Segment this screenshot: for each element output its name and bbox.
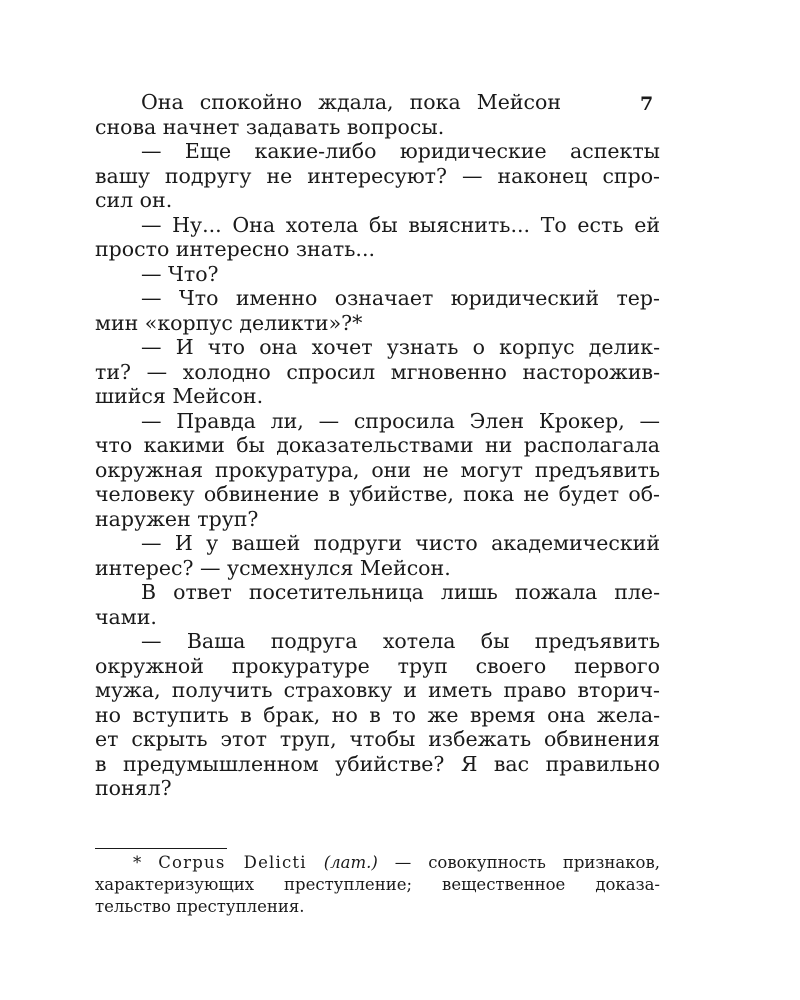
footnote-line: характеризующих преступление; вещественное доказа-	[95, 875, 660, 894]
text-line: что какими бы доказательствами ни располагала	[95, 433, 660, 457]
footnote-marker: *	[133, 853, 159, 872]
footnote-definition: — совокупность признаков,	[377, 853, 661, 872]
footnote-lang-note: (лат.)	[323, 853, 378, 872]
text-line: человеку обвинение в убийстве, пока не будет об-	[95, 482, 660, 506]
text-line: — Ваша подруга хотела бы предъявить	[141, 629, 660, 653]
text-line: В ответ посетительница лишь пожала пле-	[141, 580, 660, 604]
text-line: мин «корпус деликти»?*	[95, 310, 363, 335]
text-line: интерес? — усмехнулся Мейсон.	[95, 555, 451, 580]
text-line: окружной прокуратуре труп своего первого	[95, 653, 660, 678]
text-line: — Что именно означает юридический тер-	[141, 286, 660, 310]
text-line: вашу подругу не интересуют? — наконец спро-	[95, 163, 660, 188]
text-line: просто интересно знать...	[95, 237, 375, 261]
footnote-term: Corpus Delicti	[158, 853, 307, 872]
text-line: шийся Мейсон.	[95, 384, 264, 408]
text-line: мужа, получить страховку и иметь право вторич-	[95, 678, 660, 702]
text-line: ет скрыть этот труп, чтобы избежать обвинения	[95, 727, 660, 751]
text-line: в предумышленном убийстве? Я вас правильно	[95, 751, 660, 776]
text-line: чами.	[95, 604, 157, 629]
text-line: Она спокойно ждала, пока Мейсон	[141, 90, 561, 114]
main-text	[95, 90, 660, 801]
footnote	[95, 852, 660, 918]
page-number: 7	[640, 93, 654, 115]
text-line: окружная прокуратура, они не могут предъявить	[95, 457, 660, 482]
text-line: но вступить в брак, но в то же время она жела-	[95, 702, 660, 727]
text-line: — Еще какие-либо юридические аспекты	[141, 139, 660, 163]
text-line: — Что?	[141, 261, 219, 286]
text-line: — И что она хочет узнать о корпус делик-	[141, 335, 660, 359]
footnote-line	[95, 852, 660, 874]
text-line: ти? — холодно спросил мгновенно насторожив-	[95, 359, 660, 384]
text-line: — Ну... Она хотела бы выяснить... То есть ей	[141, 212, 660, 237]
text-line: сил он.	[95, 188, 173, 212]
text-line: понял?	[95, 776, 172, 800]
text-line: наружен труп?	[95, 506, 259, 531]
text-line: — И у вашей подруги чисто академический	[141, 531, 660, 555]
footnote-divider	[95, 848, 227, 849]
text-line: — Правда ли, — спросила Элен Крокер, —	[141, 408, 660, 433]
text-line: снова начнет задавать вопросы.	[95, 114, 445, 139]
footnote-line: тельство преступления.	[95, 897, 305, 916]
